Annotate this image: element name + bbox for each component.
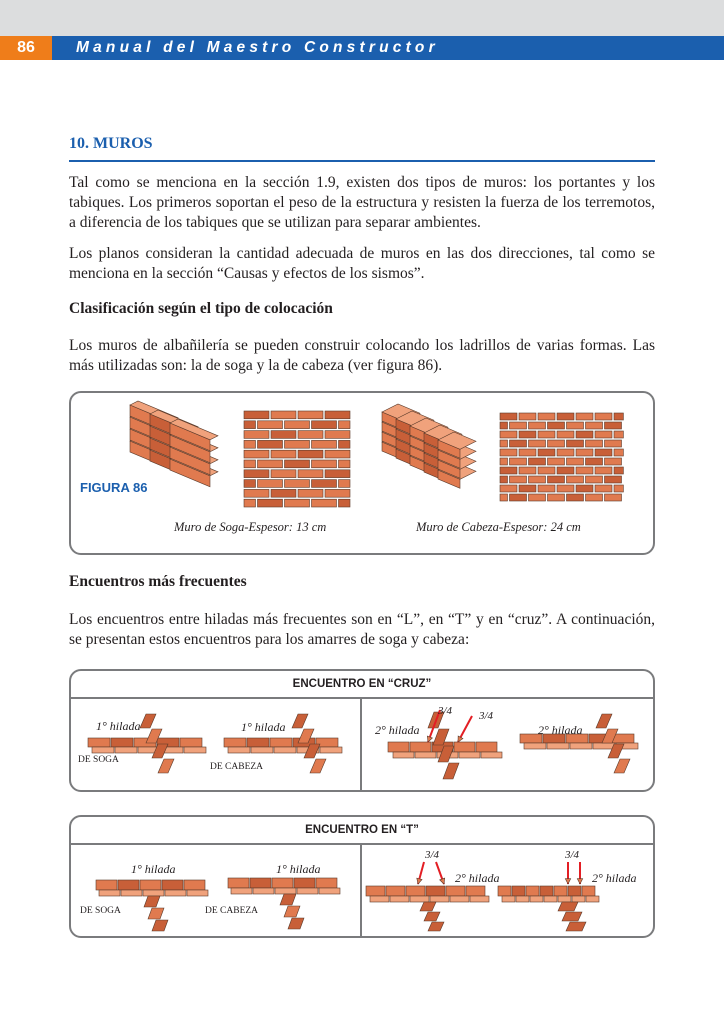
stem-brick (562, 912, 582, 921)
wall-brick (538, 413, 555, 420)
wall-brick (312, 440, 337, 448)
wall-brick (605, 476, 622, 483)
cross-brick (292, 714, 308, 728)
wall-brick (548, 440, 565, 447)
cruz-title-divider (70, 697, 654, 699)
wall-brick (244, 499, 256, 507)
wall-brick (312, 460, 337, 468)
cruz-hilada1-soga-label: 1° hilada (96, 719, 141, 733)
wall-brick (595, 431, 612, 438)
wall-brick (586, 440, 603, 447)
t-center-divider (360, 844, 362, 937)
arrow-head-icon (440, 878, 445, 884)
wall-brick (548, 422, 565, 429)
t-hilada2-cabeza-label: 2° hilada (592, 871, 637, 885)
page-number: 86 (0, 36, 52, 60)
wall-brick (244, 440, 256, 448)
wall-brick (510, 494, 527, 501)
wall-brick (500, 449, 517, 456)
t-fraction-right: 3/4 (565, 849, 580, 861)
course-brick-top (319, 888, 340, 894)
wall-brick (298, 450, 323, 458)
t-hilada1-cabeza-label: 1° hilada (276, 862, 321, 876)
wall-brick (576, 467, 593, 474)
wall-brick (500, 422, 508, 429)
course-brick (582, 886, 595, 896)
wall-brick (298, 431, 323, 439)
cross-brick (310, 759, 326, 773)
course-brick-top (481, 752, 502, 758)
stem-brick (280, 894, 296, 905)
course-brick (568, 886, 581, 896)
course-brick (111, 738, 133, 747)
course-brick-top (547, 743, 569, 749)
wall-brick (312, 480, 337, 488)
wall-brick (595, 467, 612, 474)
course-brick-top (275, 888, 296, 894)
t-soga-label: DE SOGA (80, 906, 121, 916)
stem-brick (566, 922, 586, 931)
wall-brick (325, 489, 350, 497)
wall-brick (500, 458, 508, 465)
wall-brick (519, 485, 536, 492)
course-brick-top (320, 747, 342, 753)
arrow-head-icon (417, 878, 422, 884)
wall-brick (244, 489, 269, 497)
wall-brick (586, 458, 603, 465)
arrow-head-icon (565, 879, 570, 884)
wall-brick (510, 476, 527, 483)
course-brick-top (524, 743, 546, 749)
wall-brick (595, 449, 612, 456)
encuentros-paragraph: Los encuentros entre hiladas más frecuentes son en “L”, en “T” y en “cruz”. A continuación, se presentan estos encuentros para los amarres de soga y cabeza: (69, 611, 655, 648)
wall-brick (298, 411, 323, 419)
section-rule (69, 160, 655, 162)
encuentro-cruz-title: ENCUENTRO EN “CRUZ” (292, 678, 432, 690)
stem-brick (424, 912, 440, 921)
wall-brick (614, 449, 623, 456)
t-hilada2-soga-label: 2° hilada (455, 871, 500, 885)
wall-brick (258, 460, 283, 468)
wall-brick (557, 449, 574, 456)
course-brick-top (165, 890, 186, 896)
wall-brick (557, 413, 574, 420)
wall-brick (510, 440, 527, 447)
wall-brick (339, 421, 351, 429)
arrow-head-icon (427, 736, 432, 742)
cabeza-wall-3d-illustration (382, 412, 486, 500)
course-brick (406, 886, 425, 896)
cruz-center-divider (360, 698, 362, 791)
wall-brick (244, 411, 269, 419)
figure-label: FIGURA 86 (80, 480, 148, 495)
wall-brick (557, 467, 574, 474)
wall-brick (500, 467, 517, 474)
wall-brick (500, 431, 517, 438)
course-brick (498, 886, 511, 896)
course-brick (250, 878, 271, 888)
cross-brick (443, 763, 459, 779)
cabeza-wall-elevation (500, 413, 626, 503)
wall-brick (548, 494, 565, 501)
t-hilada1-soga-label: 1° hilada (131, 862, 176, 876)
wall-brick (325, 450, 350, 458)
clasificacion-paragraph: Los muros de albañilería se pueden construir colocando los ladrillos de varias formas. Las más utilizadas son: la de soga y la de cabeza (ver figura 86). (69, 337, 655, 374)
t-soga-illustration (96, 876, 214, 934)
course-brick (162, 880, 183, 890)
wall-brick (586, 476, 603, 483)
wall-brick (325, 411, 350, 419)
clasificacion-heading: Clasificación según el tipo de colocación (69, 300, 333, 317)
wall-brick (529, 440, 546, 447)
course-brick (294, 878, 315, 888)
course-brick (270, 738, 292, 747)
cross-brick (614, 759, 630, 773)
course-brick-top (99, 890, 120, 896)
course-brick (386, 886, 405, 896)
cruz-soga-label: DE SOGA (78, 755, 119, 765)
wall-brick (567, 494, 584, 501)
wall-brick (605, 422, 622, 429)
course-brick-top (410, 896, 429, 902)
course-brick-top (121, 890, 142, 896)
course-brick (512, 886, 525, 896)
course-brick-top (459, 752, 480, 758)
wall-brick (567, 458, 584, 465)
manual-title: Manual del Maestro Constructor (76, 39, 439, 56)
course-brick-top (92, 747, 114, 753)
stem-brick (420, 902, 436, 911)
intro-paragraph: Tal como se menciona en la sección 1.9, existen dos tipos de muros: los portantes y los tabiques. Los primeros soportan el peso de la estructura y resisten la fuerza de los terremotos, a diferencia de los tabiques que se utilizan para separar ambientes. (69, 174, 655, 231)
wall-brick (538, 467, 555, 474)
course-brick-top (586, 896, 599, 902)
wall-brick (567, 440, 584, 447)
planos-paragraph: Los planos consideran la cantidad adecuada de muros en las dos direcciones, tal como se menciona en la sección “Causas y efectos de los sismos”. (69, 245, 655, 282)
course-brick (466, 886, 485, 896)
course-brick-top (530, 896, 543, 902)
wall-brick (271, 470, 296, 478)
wall-brick (298, 489, 323, 497)
course-brick (118, 880, 139, 890)
course-brick-top (184, 747, 206, 753)
wall-brick (325, 431, 350, 439)
course-brick (272, 878, 293, 888)
course-brick (88, 738, 110, 747)
t-cabeza-label: DE CABEZA (205, 906, 259, 916)
wall-brick (614, 431, 623, 438)
course-brick (316, 878, 337, 888)
course-brick-top (274, 747, 296, 753)
wall-brick (529, 458, 546, 465)
wall-brick (244, 470, 269, 478)
wall-brick (538, 431, 555, 438)
course-brick-top (115, 747, 137, 753)
wall-brick (500, 413, 517, 420)
course-brick (540, 886, 553, 896)
course-brick-top (516, 896, 529, 902)
stem-brick (558, 902, 578, 911)
stem-brick (288, 918, 304, 929)
wall-brick (312, 421, 337, 429)
wall-brick (595, 413, 612, 420)
course-brick-top (253, 888, 274, 894)
course-brick-top (370, 896, 389, 902)
wall-brick (285, 440, 310, 448)
course-brick-top (228, 747, 250, 753)
course-brick-top (143, 890, 164, 896)
course-brick (366, 886, 385, 896)
course-brick-top (558, 896, 571, 902)
stem-brick (428, 922, 444, 931)
wall-brick (339, 499, 351, 507)
wall-brick (325, 470, 350, 478)
encuentros-heading: Encuentros más frecuentes (69, 573, 247, 590)
wall-brick (529, 494, 546, 501)
wall-brick (258, 499, 283, 507)
course-brick-top (187, 890, 208, 896)
wall-brick (298, 470, 323, 478)
wall-brick (500, 485, 517, 492)
wall-brick (271, 411, 296, 419)
wall-brick (244, 450, 269, 458)
course-brick (446, 886, 465, 896)
course-brick-top (502, 896, 515, 902)
cruz-hilada1-cabeza-label: 1° hilada (241, 720, 286, 734)
wall-brick (271, 450, 296, 458)
course-brick (388, 742, 409, 752)
wall-brick (244, 421, 256, 429)
wall-brick (519, 467, 536, 474)
stem-brick (284, 906, 300, 917)
wall-brick (285, 460, 310, 468)
wall-brick (258, 421, 283, 429)
wall-brick (510, 422, 527, 429)
course-brick (426, 886, 445, 896)
wall-brick (244, 431, 269, 439)
stem-brick (152, 920, 168, 931)
wall-brick (576, 413, 593, 420)
course-brick-top (390, 896, 409, 902)
course-brick (454, 742, 475, 752)
cross-brick (596, 714, 612, 728)
course-brick (184, 880, 205, 890)
wall-brick (500, 494, 508, 501)
course-brick (140, 880, 161, 890)
course-brick-top (415, 752, 436, 758)
wall-brick (271, 431, 296, 439)
wall-brick (529, 422, 546, 429)
stem-brick (144, 896, 160, 907)
stem-brick (148, 908, 164, 919)
course-brick (410, 742, 431, 752)
t-fraction-left: 3/4 (425, 849, 440, 861)
wall-brick (285, 499, 310, 507)
course-brick-top (393, 752, 414, 758)
t-cabeza-illustration (226, 874, 344, 934)
wall-brick (500, 476, 508, 483)
caption-cabeza: Muro de Cabeza-Espesor: 24 cm (416, 520, 581, 534)
course-brick-top (251, 747, 273, 753)
course-brick-top (231, 888, 252, 894)
wall-brick (510, 458, 527, 465)
wall-brick (271, 489, 296, 497)
wall-brick (576, 485, 593, 492)
course-brick (476, 742, 497, 752)
wall-brick (576, 431, 593, 438)
cruz-fraction-right: 3/4 (479, 710, 494, 722)
wall-brick (557, 431, 574, 438)
wall-brick (586, 494, 603, 501)
wall-brick (244, 460, 256, 468)
course-brick-top (450, 896, 469, 902)
course-brick (180, 738, 202, 747)
arrow-head-icon (577, 879, 582, 884)
cruz-cabeza-label: DE CABEZA (210, 762, 264, 772)
wall-brick (285, 421, 310, 429)
wall-brick (586, 422, 603, 429)
caption-soga: Muro de Soga-Espesor: 13 cm (174, 520, 327, 534)
course-brick-top (570, 743, 592, 749)
wall-brick (339, 480, 351, 488)
wall-brick (605, 440, 622, 447)
wall-brick (258, 440, 283, 448)
wall-brick (557, 485, 574, 492)
soga-wall-elevation (244, 411, 352, 509)
wall-brick (244, 480, 256, 488)
wall-brick (519, 413, 536, 420)
wall-brick (576, 449, 593, 456)
course-brick-top (593, 743, 615, 749)
course-brick-top (544, 896, 557, 902)
encuentro-t-title: ENCUENTRO EN “T” (305, 824, 419, 836)
cross-brick (140, 714, 156, 728)
course-brick-top (430, 896, 449, 902)
course-brick (228, 878, 249, 888)
cruz-hilada2-soga-label: 2° hilada (375, 723, 420, 737)
wall-brick (500, 440, 508, 447)
wall-brick (605, 494, 622, 501)
cross-brick (158, 759, 174, 773)
cruz-hilada2-cabeza-label: 2° hilada (538, 723, 583, 737)
t-title-divider (70, 843, 654, 845)
wall-brick (538, 485, 555, 492)
course-brick (96, 880, 117, 890)
wall-brick (614, 413, 623, 420)
course-brick (526, 886, 539, 896)
wall-brick (519, 449, 536, 456)
wall-brick (548, 458, 565, 465)
course-brick (224, 738, 246, 747)
wall-brick (339, 460, 351, 468)
wall-brick (519, 431, 536, 438)
wall-brick (538, 449, 555, 456)
wall-brick (529, 476, 546, 483)
wall-brick (614, 467, 623, 474)
course-brick (554, 886, 567, 896)
course-brick (247, 738, 269, 747)
wall-brick (339, 440, 351, 448)
wall-brick (285, 480, 310, 488)
soga-wall-3d-illustration (130, 405, 242, 497)
wall-brick (567, 476, 584, 483)
wall-brick (312, 499, 337, 507)
wall-brick (567, 422, 584, 429)
course-brick-top (572, 896, 585, 902)
wall-brick (614, 485, 623, 492)
wall-brick (605, 458, 622, 465)
wall-brick (595, 485, 612, 492)
section-title: 10. MUROS (69, 135, 153, 152)
top-margin-band (0, 0, 724, 36)
course-brick-top (297, 888, 318, 894)
cruz-fraction-left: 3/4 (438, 705, 453, 717)
course-brick-top (470, 896, 489, 902)
wall-brick (548, 476, 565, 483)
wall-brick (258, 480, 283, 488)
